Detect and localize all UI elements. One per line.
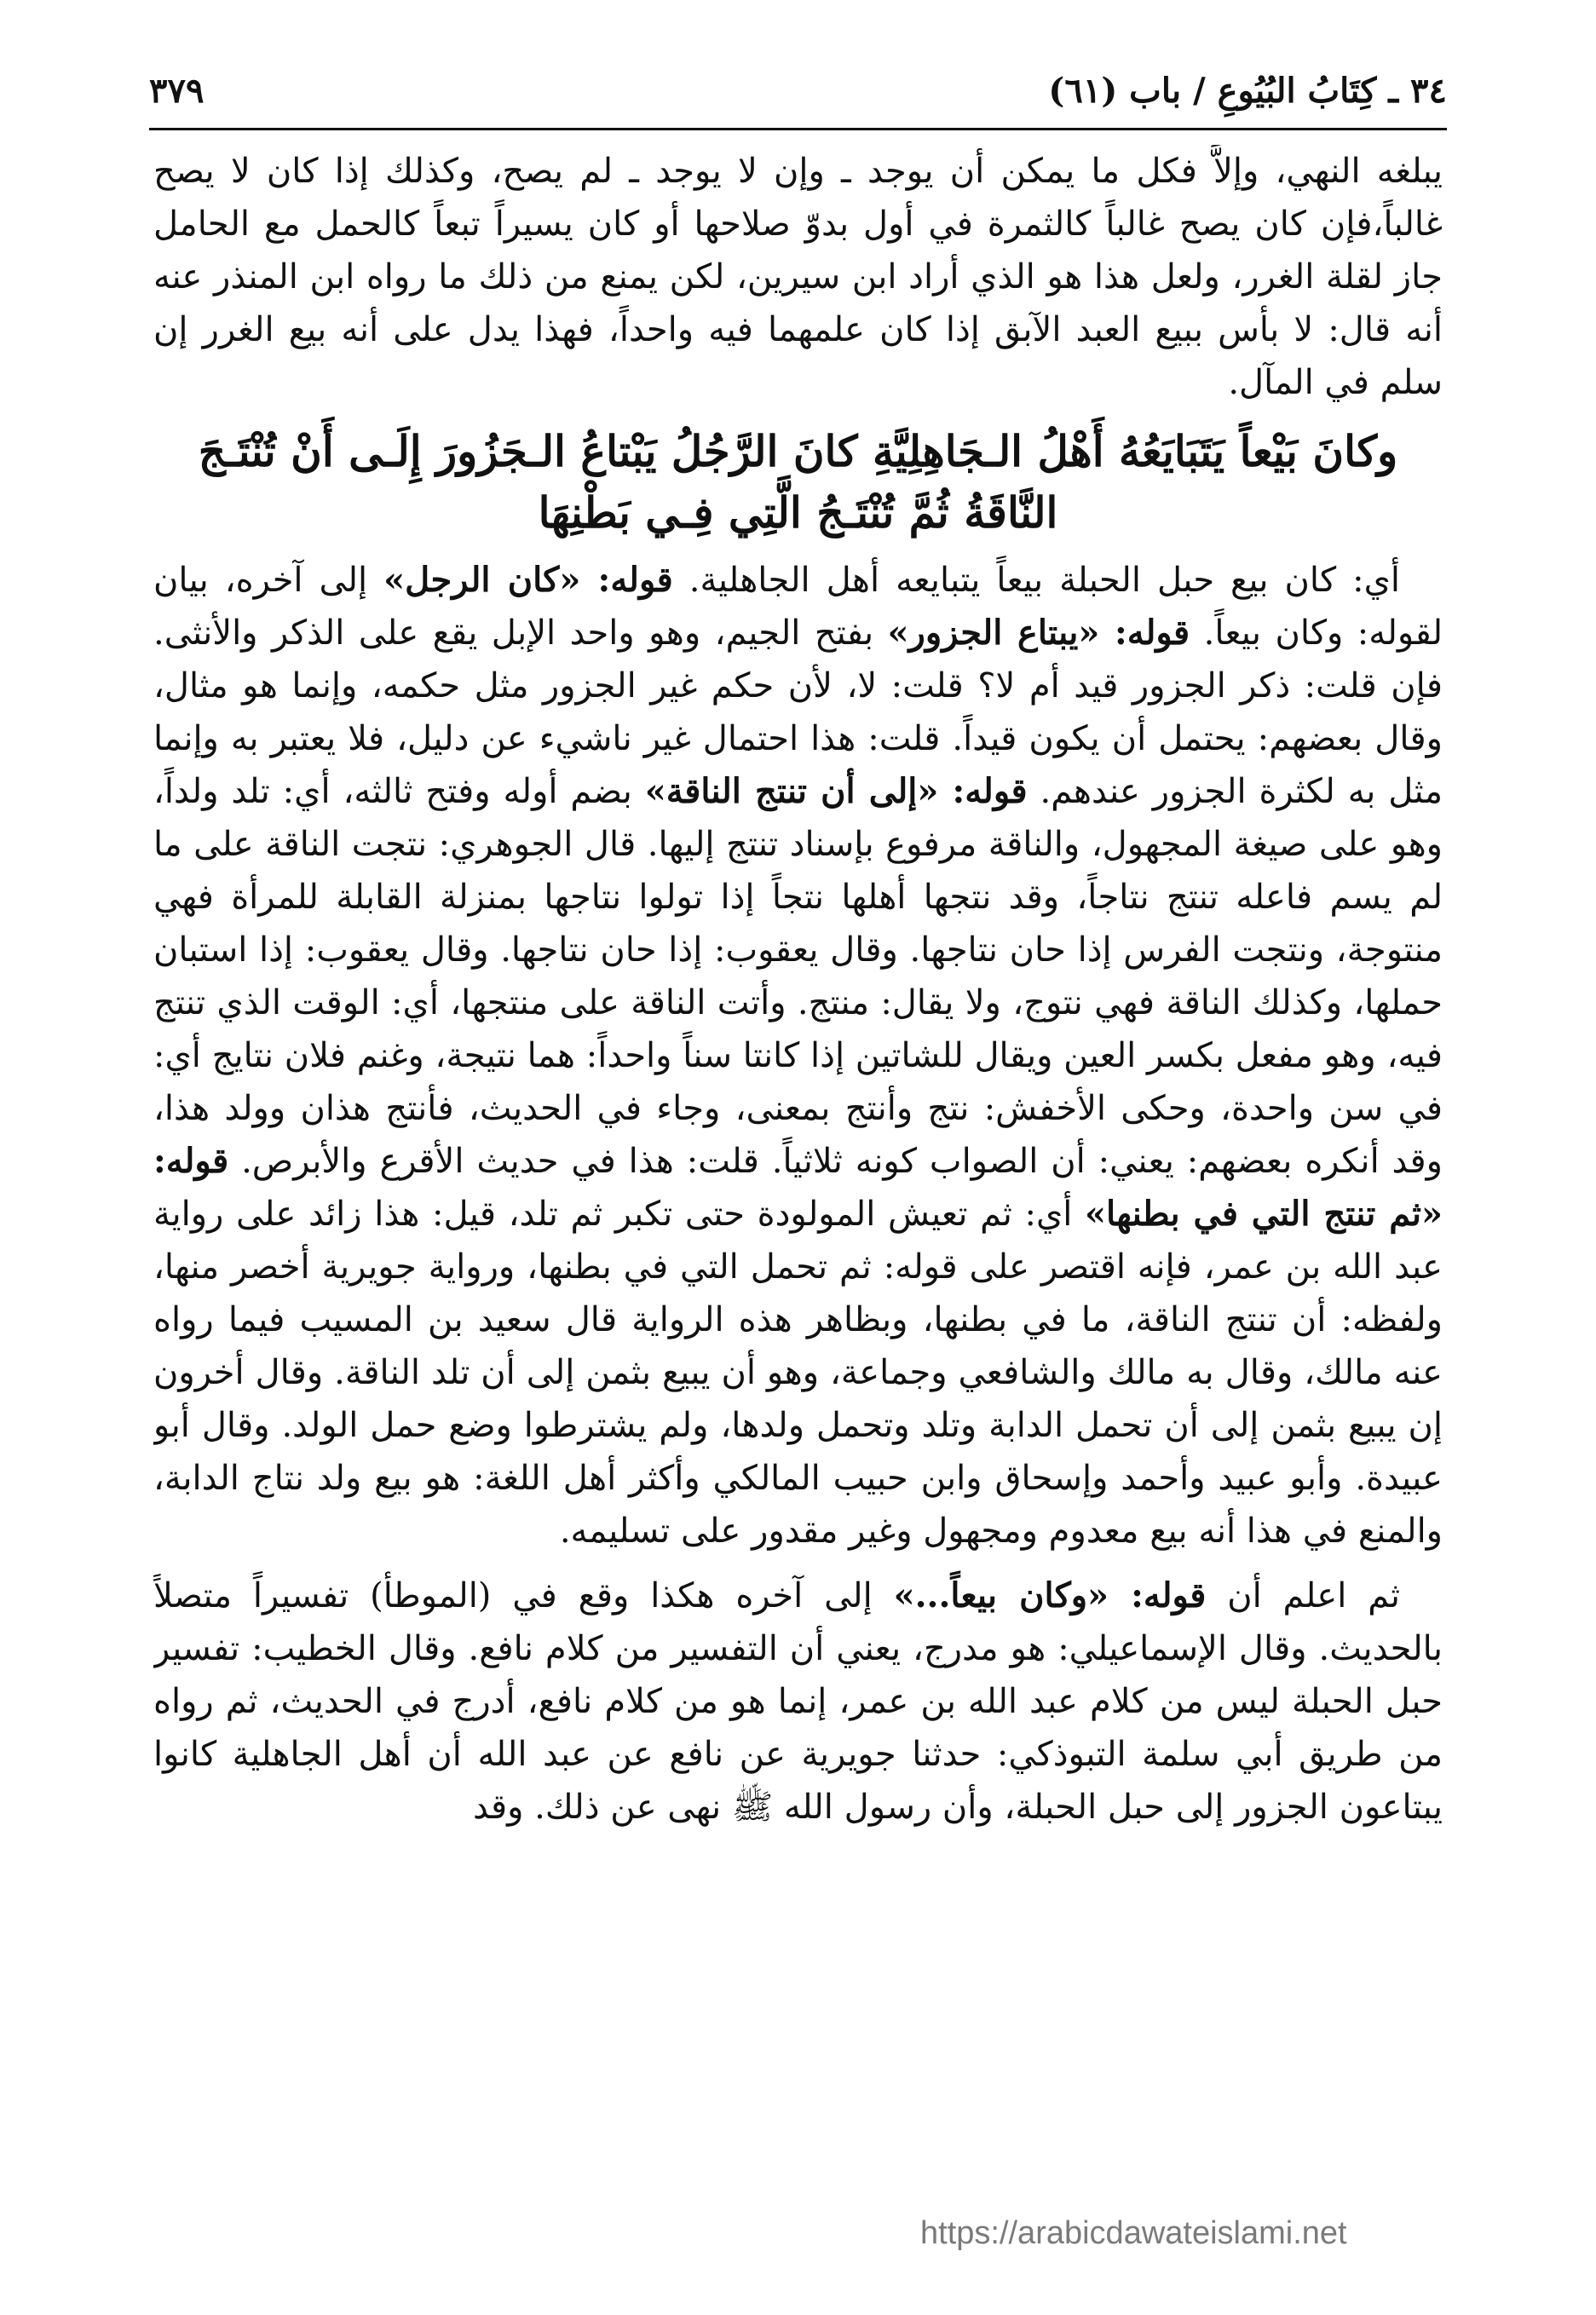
commentary-paragraph-final [153, 1569, 1443, 1834]
hadith-heading: وكانَ بَيْعاً يَتَبَايَعُهُ أَهْلُ الـجَاهِلِيَّةِ كانَ الرَّجُلُ يَبْتاعُ الـجَزُورَ إِلَـى أَنْ تُنْتَـجَ النَّاقَةُ ثُمَّ تُنْتَـجُ الَّتِي فِـي بَطْنِهَا [198, 426, 1398, 538]
commentary-paragraph [153, 554, 1443, 1558]
page-body [153, 145, 1443, 2111]
text-run: ثم اعلم أن [1206, 1576, 1401, 1615]
quoted-phrase: قوله: «إلى أن تنتج الناقة» [644, 771, 1028, 811]
quoted-phrase: قوله: «وكان بيعاً...» [893, 1575, 1207, 1615]
header-rule [149, 128, 1447, 130]
page-number: ٣٧٩ [149, 71, 205, 111]
quoted-phrase: قوله: «يبتاع الجزور» [887, 613, 1190, 653]
text-run: أي: ثم تعيش المولودة حتى تكبر ثم تلد، قيل: هذا زائد على رواية عبد الله بن عمر، فإنه اقتصر على قوله: ثم تحمل التي في بطنها، ورواية جويرية أخصر منها، ولفظه: أن تنتج الناقة، ما في بطنها، وبظاهر هذه الرواية قال سعيد بن المسيب فيما رواه عنه مالك، وقال به مالك والشافعي وجماعة، وهو أن يبيع بثمن إلى أن تلد الناقة. وقال أخرون إن يبيع بثمن إلى أن تحمل الدابة وتلد وتحمل ولدها، ولم يشترطوا وضع حمل الولد. وقال أبو عبيدة. وأبو عبيد وأحمد وإسحاق وابن حبيب المالكي وأكثر أهل اللغة: هو بيع ولد نتاج الدابة، والمنع في هذا أنه بيع معدوم ومجهول وغير مقدور على تسليمه. [153, 1195, 1443, 1551]
paragraph-continuation: يبلغه النهي، وإلاَّ فكل ما يمكن أن يوجد ـ وإن لا يوجد ـ لم يصح، وكذلك إذا كان لا يصح غالباً،فإن كان يصح غالباً كالثمرة في أول بدوّ صلاحها أو كان يسيراً تبعاً كالحمل مع الحامل جاز لقلة الغرر، ولعل هذا هو الذي أراد ابن سيرين، لكن يمنع من ذلك ما رواه ابن المنذر عنه أنه قال: لا بأس ببيع العبد الآبق إذا كان علمهما فيه واحداً، فهذا يدل على أنه بيع الغرر إن سلم في المآل. [153, 152, 1443, 402]
text-run: إلى آخره هكذا وقع في (الموطأ) تفسيراً متصلاً بالحديث. وقال الإسماعيلي: هو مدرج، يعني أن التفسير من كلام نافع. وقال الخطيب: تفسير حبل الحبلة ليس من كلام عبد الله بن عمر، إنما هو من كلام نافع، أدرج في الحديث، ثم رواه من طريق أبي سلمة التبوذكي: حدثنا جويرية عن نافع عن عبد الله أن أهل الجاهلية كانوا يبتاعون الجزور إلى حبل الحبلة، وأن رسول الله ﷺ نهى عن ذلك. وقد [153, 1576, 1443, 1827]
text-run: أي: كان بيع حبل الحبلة بيعاً يتبايعه أهل الجاهلية. [672, 561, 1401, 600]
chapter-title: ٣٤ ـ كِتَابُ البُيُوعِ / باب (٦١) [1048, 71, 1447, 111]
running-header [149, 60, 1447, 111]
quoted-phrase: قوله: «كان الرجل» [383, 560, 673, 600]
text-run: بفتح الجيم، وهو واحد الإبل يقع على الذكر والأنثى. فإن قلت: ذكر الجزور قيد أم لا؟ قلت: لا، لأن حكم غير الجزور مثل حكمه، وإنما هو مثال، وقال بعضهم: يحتمل أن يكون قيداً. قلت: هذا احتمال غير ناشيء عن دليل، فلا يعتبر به وإنما مثل به لكثرة الجزور عندهم. [153, 613, 1443, 811]
text-run: بضم أوله وفتح ثالثه، أي: تلد ولداً، وهو على صيغة المجهول، والناقة مرفوع بإسناد تنتج إليها. قال الجوهري: نتجت الناقة على ما لم يسم فاعله تنتج نتاجاً، وقد نتجها أهلها نتجاً إذا تولوا نتاجها بمنزلة القابلة للمرأة فهي منتوجة، ونتجت الفرس إذا حان نتاجها. وقال يعقوب: إذا حان نتاجها. وقال يعقوب: إذا استبان حملها، وكذلك الناقة فهي نتوج، ولا يقال: منتج. وأتت الناقة على منتجها، أي: الوقت الذي تنتج فيه، وهو مفعل بكسر العين ويقال للشاتين إذا كانتا سناً واحداً: هما نتيجة، وغنم فلان نتايج أي: في سن واحدة، وحكى الأخفش: نتج وأنتج بمعنى، وجاء في الحديث، فأنتج هذان وولد هذا، وقد أنكره بعضهم: يعني: أن الصواب كونه ثلاثياً. قلت: هذا في حديث الأقرع والأبرص. [153, 772, 1443, 1181]
quoted-phrase: قوله: «ثم تنتج التي في بطنها» [153, 1141, 1443, 1234]
watermark-url: https://arabicdawateislami.net [920, 2215, 1347, 2251]
text-run: إلى آخره، بيان لقوله: وكان بيعاً. [153, 561, 1443, 653]
